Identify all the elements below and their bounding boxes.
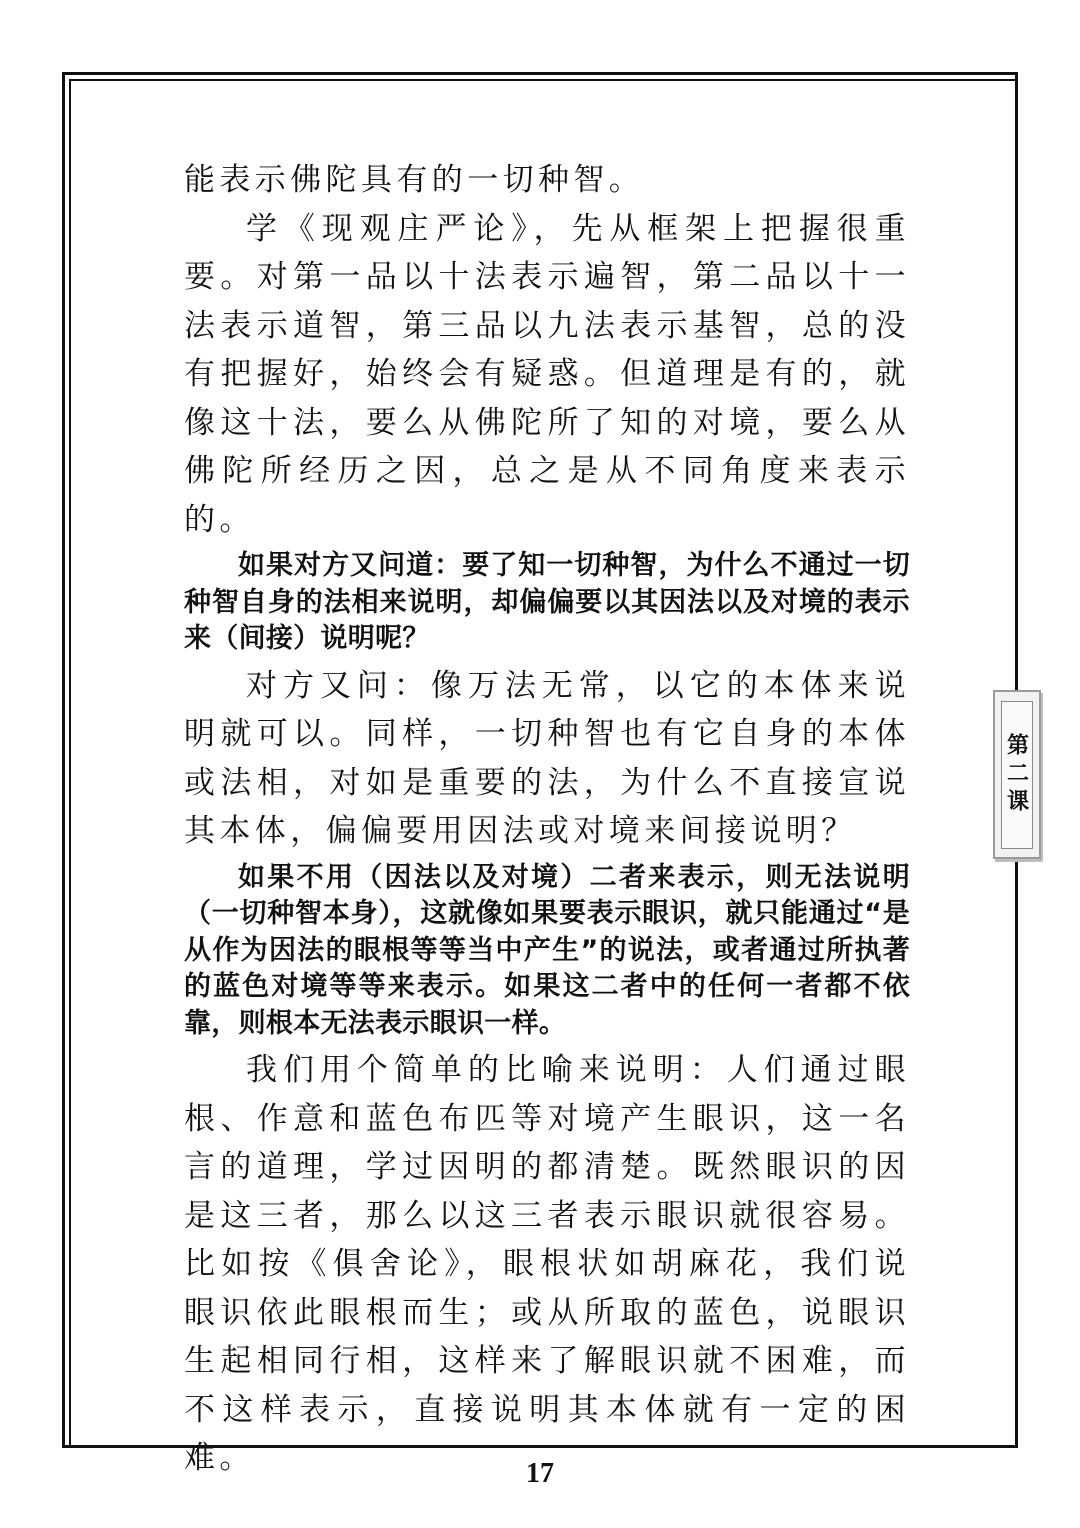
paragraph-commentary-3: 我们用个简单的比喻来说明：人们通过眼根、作意和蓝色布匹等对境产生眼识，这一名言的道理，学过因明的都清楚。既然眼识的因是这三者，那么以这三者表示眼识就很容易。比如按《俱舍论》，眼根状如胡麻花，我们说眼识依此眼根而生；或从所取的蓝色，说眼识生起相同行相，这样来了解眼识就不困难，而不这样表示，直接说明其本体就有一定的困难。 — [184, 1052, 910, 1476]
paragraph-root-text-2: 如果不用（因法以及对境）二者来表示，则无法说明（一切种智本身），这就像如果要表示眼识，就只能通过“是从作为因法的眼根等等当中产生”的说法，或者通过所执著的蓝色对境等等来表示。如果这二者中的任何一者都不依靠，则根本无法表示眼识一样。 — [184, 861, 910, 1039]
paragraph-continuation: 能表示佛陀具有的一切种智。 — [184, 162, 645, 198]
page-body — [184, 156, 910, 1483]
page-number: 17 — [526, 1458, 554, 1489]
paragraph-root-text-1: 如果对方又问道：要了知一切种智，为什么不通过一切种智自身的法相来说明，却偏偏要以其因法以及对境的表示来（间接）说明呢？ — [184, 550, 910, 654]
paragraph-commentary-2: 对方又问：像万法无常，以它的本体来说明就可以。同样，一切种智也有它自身的本体或法相，对如是重要的法，为什么不直接宣说其本体，偏偏要用因法或对境来间接说明？ — [184, 667, 910, 849]
paragraph-commentary-1: 学《现观庄严论》，先从框架上把握很重要。对第一品以十法表示遍智，第二品以十一法表示道智，第三品以九法表示基智，总的没有把握好，始终会有疑惑。但道理是有的，就像这十法，要么从佛陀所了知的对境，要么从佛陀所经历之因，总之是从不同角度来表示的。 — [184, 210, 910, 538]
lesson-side-tab-label: 第二课 — [1001, 701, 1033, 849]
lesson-side-tab — [993, 690, 1041, 859]
